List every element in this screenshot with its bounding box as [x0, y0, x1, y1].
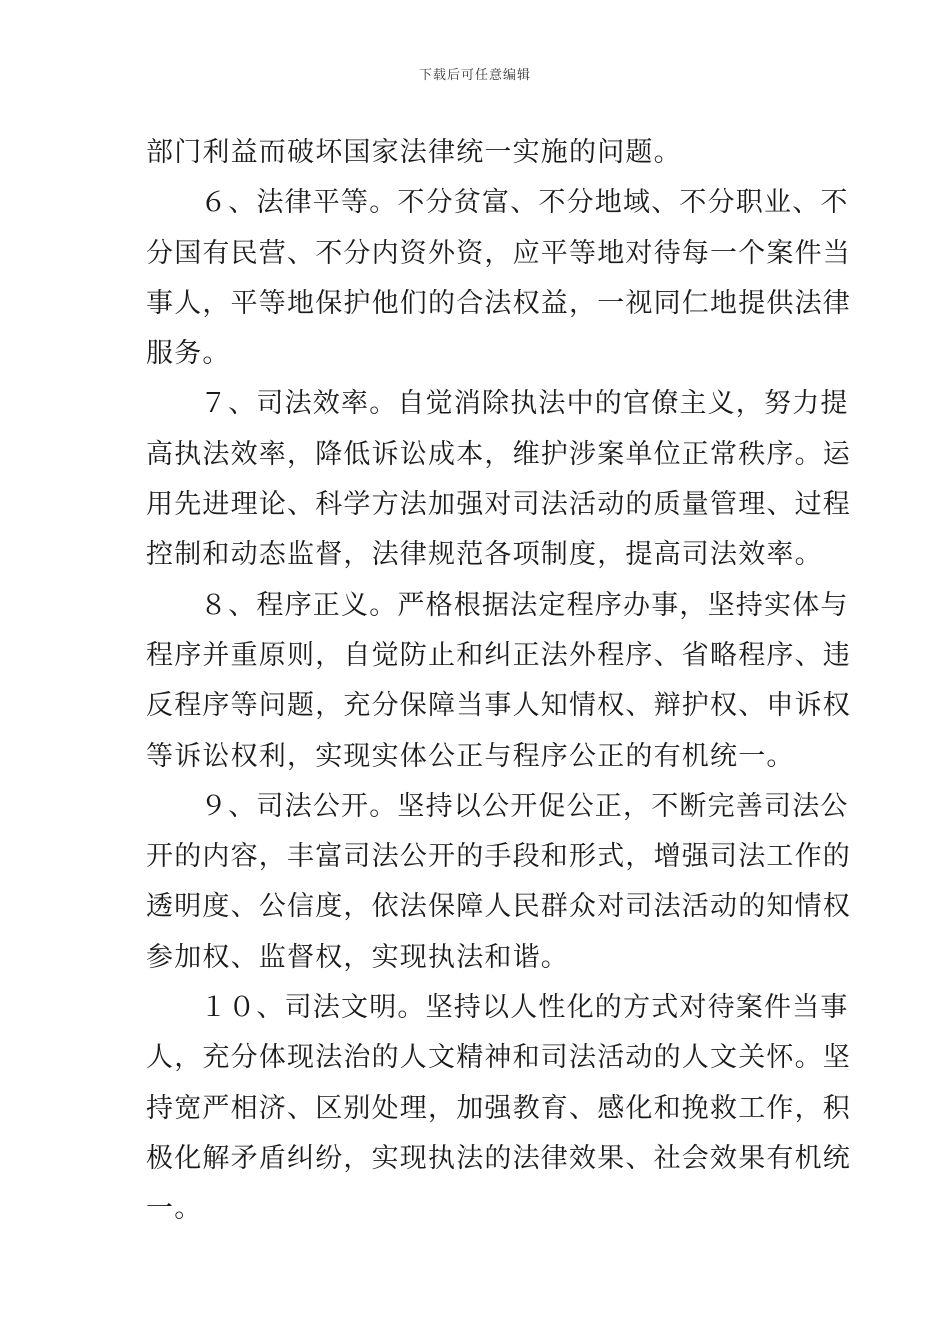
- paragraph-first-line: ９、司法公开。坚持以公开促公正，不断完善司法公: [200, 790, 849, 822]
- text-line: 一。: [146, 1193, 203, 1225]
- document-body: [146, 128, 851, 1235]
- text-line: 服务。: [146, 338, 231, 370]
- text-line: 人，充分体现法治的人文精神和司法活动的人文关怀。坚: [146, 1042, 851, 1074]
- text-line: 透明度、公信度，依法保障人民群众对司法活动的知情权: [146, 891, 851, 923]
- text-line: 用先进理论、科学方法加强对司法活动的质量管理、过程: [146, 489, 851, 521]
- text-line: 程序并重原则，自觉防止和纠正法外程序、省略程序、违: [146, 639, 851, 671]
- paragraph-first-line: ８、程序正义。严格根据法定程序办事，坚持实体与: [200, 589, 849, 621]
- text-line: 分国有民营、不分内资外资，应平等地对待每一个案件当: [146, 237, 851, 269]
- text-line: 开的内容，丰富司法公开的手段和形式，增强司法工作的: [146, 841, 851, 873]
- paragraph-first-line: １０、司法文明。坚持以人性化的方式对待案件当事: [200, 992, 849, 1024]
- page-header: 下载后可任意编辑: [418, 68, 531, 83]
- text-line: 参加权、监督权，实现执法和谐。: [146, 941, 569, 973]
- paragraph-first-line: ６、法律平等。不分贫富、不分地域、不分职业、不: [200, 187, 849, 219]
- text-line: 反程序等问题，充分保障当事人知情权、辩护权、申诉权: [146, 690, 851, 722]
- text-line: 持宽严相济、区别处理，加强教育、感化和挽救工作，积: [146, 1092, 851, 1124]
- text-line: 控制和动态监督，法律规范各项制度，提高司法效率。: [146, 539, 823, 571]
- text-line: 部门利益而破坏国家法律统一实施的问题。: [146, 137, 682, 168]
- text-line: 等诉讼权利，实现实体公正与程序公正的有机统一。: [146, 740, 795, 772]
- paragraph-first-line: ７、司法效率。自觉消除执法中的官僚主义，努力提: [200, 388, 849, 420]
- text-line: 极化解矛盾纠纷，实现执法的法律效果、社会效果有机统: [146, 1142, 851, 1174]
- text-line: 事人，平等地保护他们的合法权益，一视同仁地提供法律: [146, 287, 851, 319]
- text-line: 高执法效率，降低诉讼成本，维护涉案单位正常秩序。运: [146, 438, 851, 470]
